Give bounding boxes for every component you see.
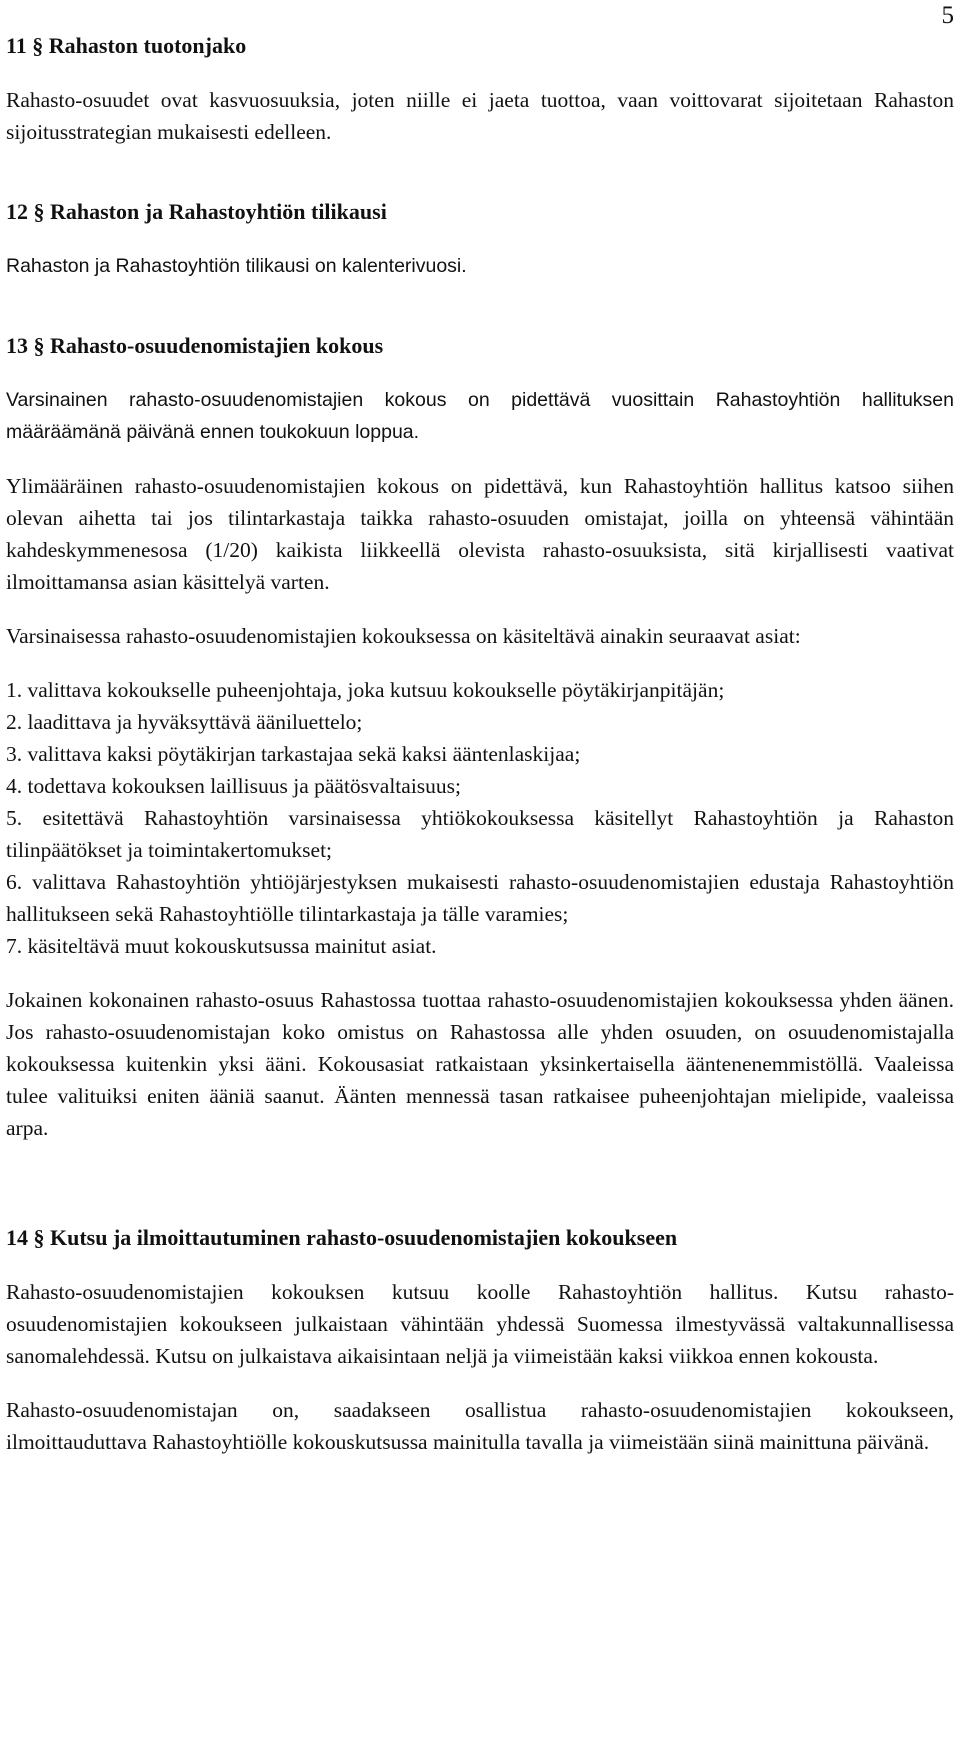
section-13 (6, 330, 954, 1144)
section-heading: 11 § Rahaston tuotonjako (6, 33, 247, 58)
list-item: 4. todettava kokouksen laillisuus ja päätösvaltaisuus; (6, 774, 462, 798)
section-14 (6, 1222, 954, 1458)
list-item: 1. valittava kokoukselle puheenjohtaja, joka kutsuu kokoukselle pöytäkirjanpitäjän; (6, 678, 725, 702)
paragraph: Varsinainen rahasto-osuudenomistajien kokous on pidettävä vuosittain Rahastoyhtiön hallituksen määräämänä päivänä ennen toukokuun loppua. (6, 389, 954, 443)
paragraph: Rahasto-osuudenomistajan on, saadakseen osallistua rahasto-osuudenomistajien kokoukseen, ilmoittauduttava Rahastoyhtiölle kokouskutsussa mainitulla tavalla ja viimeistään siinä mainittuna päivänä. (6, 1398, 954, 1454)
list-item: 5. esitettävä Rahastoyhtiön varsinaisessa yhtiökokouksessa käsitellyt Rahastoyhtiön ja Rahaston tilinpäätökset ja toimintakertomukset; (6, 806, 954, 862)
paragraph: Rahasto-osuudet ovat kasvuosuuksia, joten niille ei jaeta tuottoa, vaan voittovarat sijoitetaan Rahaston sijoitusstrategian mukaisesti edelleen. (6, 88, 954, 144)
list-item: 3. valittava kaksi pöytäkirjan tarkastajaa sekä kaksi ääntenlaskijaa; (6, 742, 581, 766)
section-12 (6, 196, 954, 282)
list-item: 2. laadittava ja hyväksyttävä ääniluettelo; (6, 710, 363, 734)
section-heading: 12 § Rahaston ja Rahastoyhtiön tilikausi (6, 199, 387, 224)
list-item: 6. valittava Rahastoyhtiön yhtiöjärjestyksen mukaisesti rahasto-osuudenomistajien edustaja Rahastoyhtiön hallitukseen sekä Rahastoyhtiölle tilintarkastaja ja tälle varamies; (6, 870, 954, 926)
paragraph: Ylimääräinen rahasto-osuudenomistajien kokous on pidettävä, kun Rahastoyhtiön hallitus katsoo siihen olevan aihetta tai jos tilintarkastaja taikka rahasto-osuuden omistajat, joilla on yhteensä vähintään kahdeskymmenesosa (1/20) kaikista liikkeellä olevista rahasto-osuuksista, sitä kirjallisesti vaativat ilmoittamansa asian käsittelyä varten. (6, 474, 954, 594)
paragraph: Rahasto-osuudenomistajien kokouksen kutsuu koolle Rahastoyhtiön hallitus. Kutsu rahasto-osuudenomistajien kokoukseen julkaistaan vähintään yhdessä Suomessa ilmestyvässä valtakunnallisessa sanomalehdessä. Kutsu on julkaistava aikaisintaan neljä ja viimeistään kaksi viikkoa ennen kokousta. (6, 1280, 954, 1368)
agenda-list (6, 674, 954, 962)
paragraph: Varsinaisessa rahasto-osuudenomistajien kokouksessa on käsiteltävä ainakin seuraavat asiat: (6, 624, 801, 648)
paragraph: Jokainen kokonainen rahasto-osuus Rahastossa tuottaa rahasto-osuudenomistajien kokouksessa yhden äänen. Jos rahasto-osuudenomistajan koko omistus on Rahastossa alle yhden osuuden, on osuudenomistajalla kokouksessa kuitenkin yksi ääni. Kokousasiat ratkaistaan yksinkertaisella ääntenenemmistöllä. Vaaleissa tulee valituiksi eniten ääniä saanut. Äänten mennessä tasan ratkaisee puheenjohtajan mielipide, vaaleissa arpa. (6, 988, 954, 1140)
paragraph: Rahaston ja Rahastoyhtiön tilikausi on kalenterivuosi. (6, 255, 467, 277)
page-number: 5 (941, 2, 954, 29)
document-body (6, 30, 954, 1458)
section-heading: 13 § Rahasto-osuudenomistajien kokous (6, 333, 384, 358)
list-item: 7. käsiteltävä muut kokouskutsussa mainitut asiat. (6, 934, 437, 958)
section-heading: 14 § Kutsu ja ilmoittautuminen rahasto-osuudenomistajien kokoukseen (6, 1225, 678, 1250)
section-11 (6, 30, 954, 148)
